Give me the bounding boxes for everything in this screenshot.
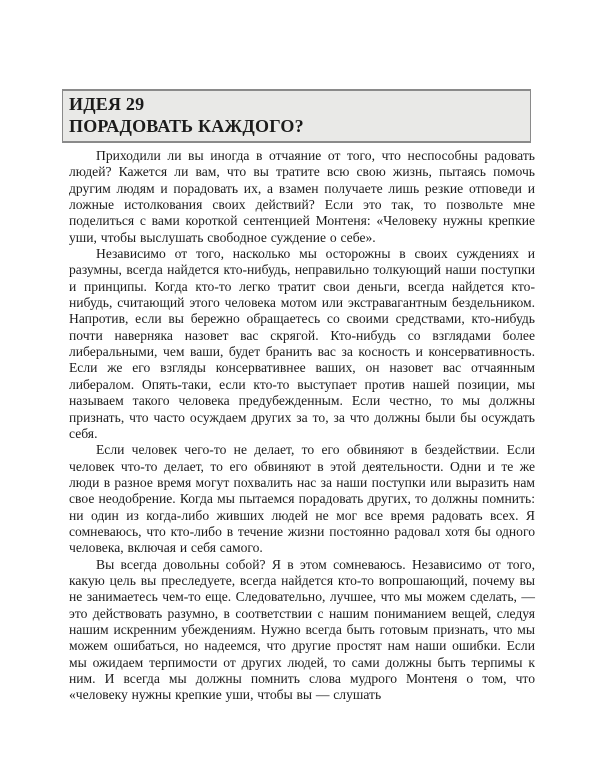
chapter-body	[69, 148, 535, 704]
chapter-number: ИДЕЯ 29	[69, 94, 145, 114]
paragraph: Независимо от того, насколько мы осторожны в своих суждениях и разумны, всегда найдется кто-нибудь, неправильно толкующий наши поступки и принципы. Когда кто-то легко тратит свои деньги, всегда найдется кто-нибудь, считающий этого человека мотом или экстравагантным бездельником. Напротив, если вы бережно обращаетесь со своими средствами, кто-нибудь почти наверняка назовет вас скрягой. Кто-нибудь со взглядами более либеральными, чем ваши, будет бранить вас за косность и консервативность. Если же его взгляды консервативнее ваших, он назовет вас отчаянным либералом. Опять-таки, если кто-то выступает против нашей позиции, мы называем такого человека предубежденным. Если честно, то мы должны признать, что часто осуждаем других за то, за что должны были бы осуждать себя.	[69, 246, 535, 441]
paragraph: Вы всегда довольны собой? Я в этом сомневаюсь. Независимо от того, какую цель вы преследуете, всегда найдется кто-то вопрошающий, почему вы не занимаетесь чем-то еще. Следовательно, лучшее, что мы можем сделать, — это действовать разумно, в соответствии с нашим пониманием вещей, следуя нашим искренним убеждениям. Нужно всегда быть готовым признать, что мы можем ошибаться, но надеемся, что другие простят нам наши ошибки. Если мы ожидаем терпимости от других людей, то сами должны быть терпимы к ним. И всегда мы должны помнить слова мудрого Монтеня о том, что «человеку нужны крепкие уши, чтобы вы — слушать	[69, 556, 535, 703]
paragraph: Приходили ли вы иногда в отчаяние от того, что неспособны радовать людей? Кажется ли вам, что вы тратите всю свою жизнь, пытаясь помочь другим людям и порадовать их, а взамен получаете лишь резкие отповеди и ложные истолкования своих действий? Если это так, то позвольте мне поделиться с вами короткой сентенцией Монтеня: «Человеку нужны крепкие уши, чтобы выслушать свободное суждение о себе».	[69, 148, 535, 245]
chapter-header	[62, 89, 531, 143]
chapter-title: ПОРАДОВАТЬ КАЖДОГО?	[69, 116, 304, 136]
paragraph: Если человек чего-то не делает, то его обвиняют в бездействии. Если человек что-то делает, то его обвиняют в этой деятельности. Одни и те же люди в разное время могут похвалить нас за наши поступки или выразить нам свое неодобрение. Когда мы пытаемся порадовать других, то должны помнить: ни один из когда-либо живших людей не мог все время радовать всех. Я сомневаюсь, что кто-либо в течение жизни постоянно радовал хотя бы одного человека, включая и себя самого.	[69, 442, 535, 556]
